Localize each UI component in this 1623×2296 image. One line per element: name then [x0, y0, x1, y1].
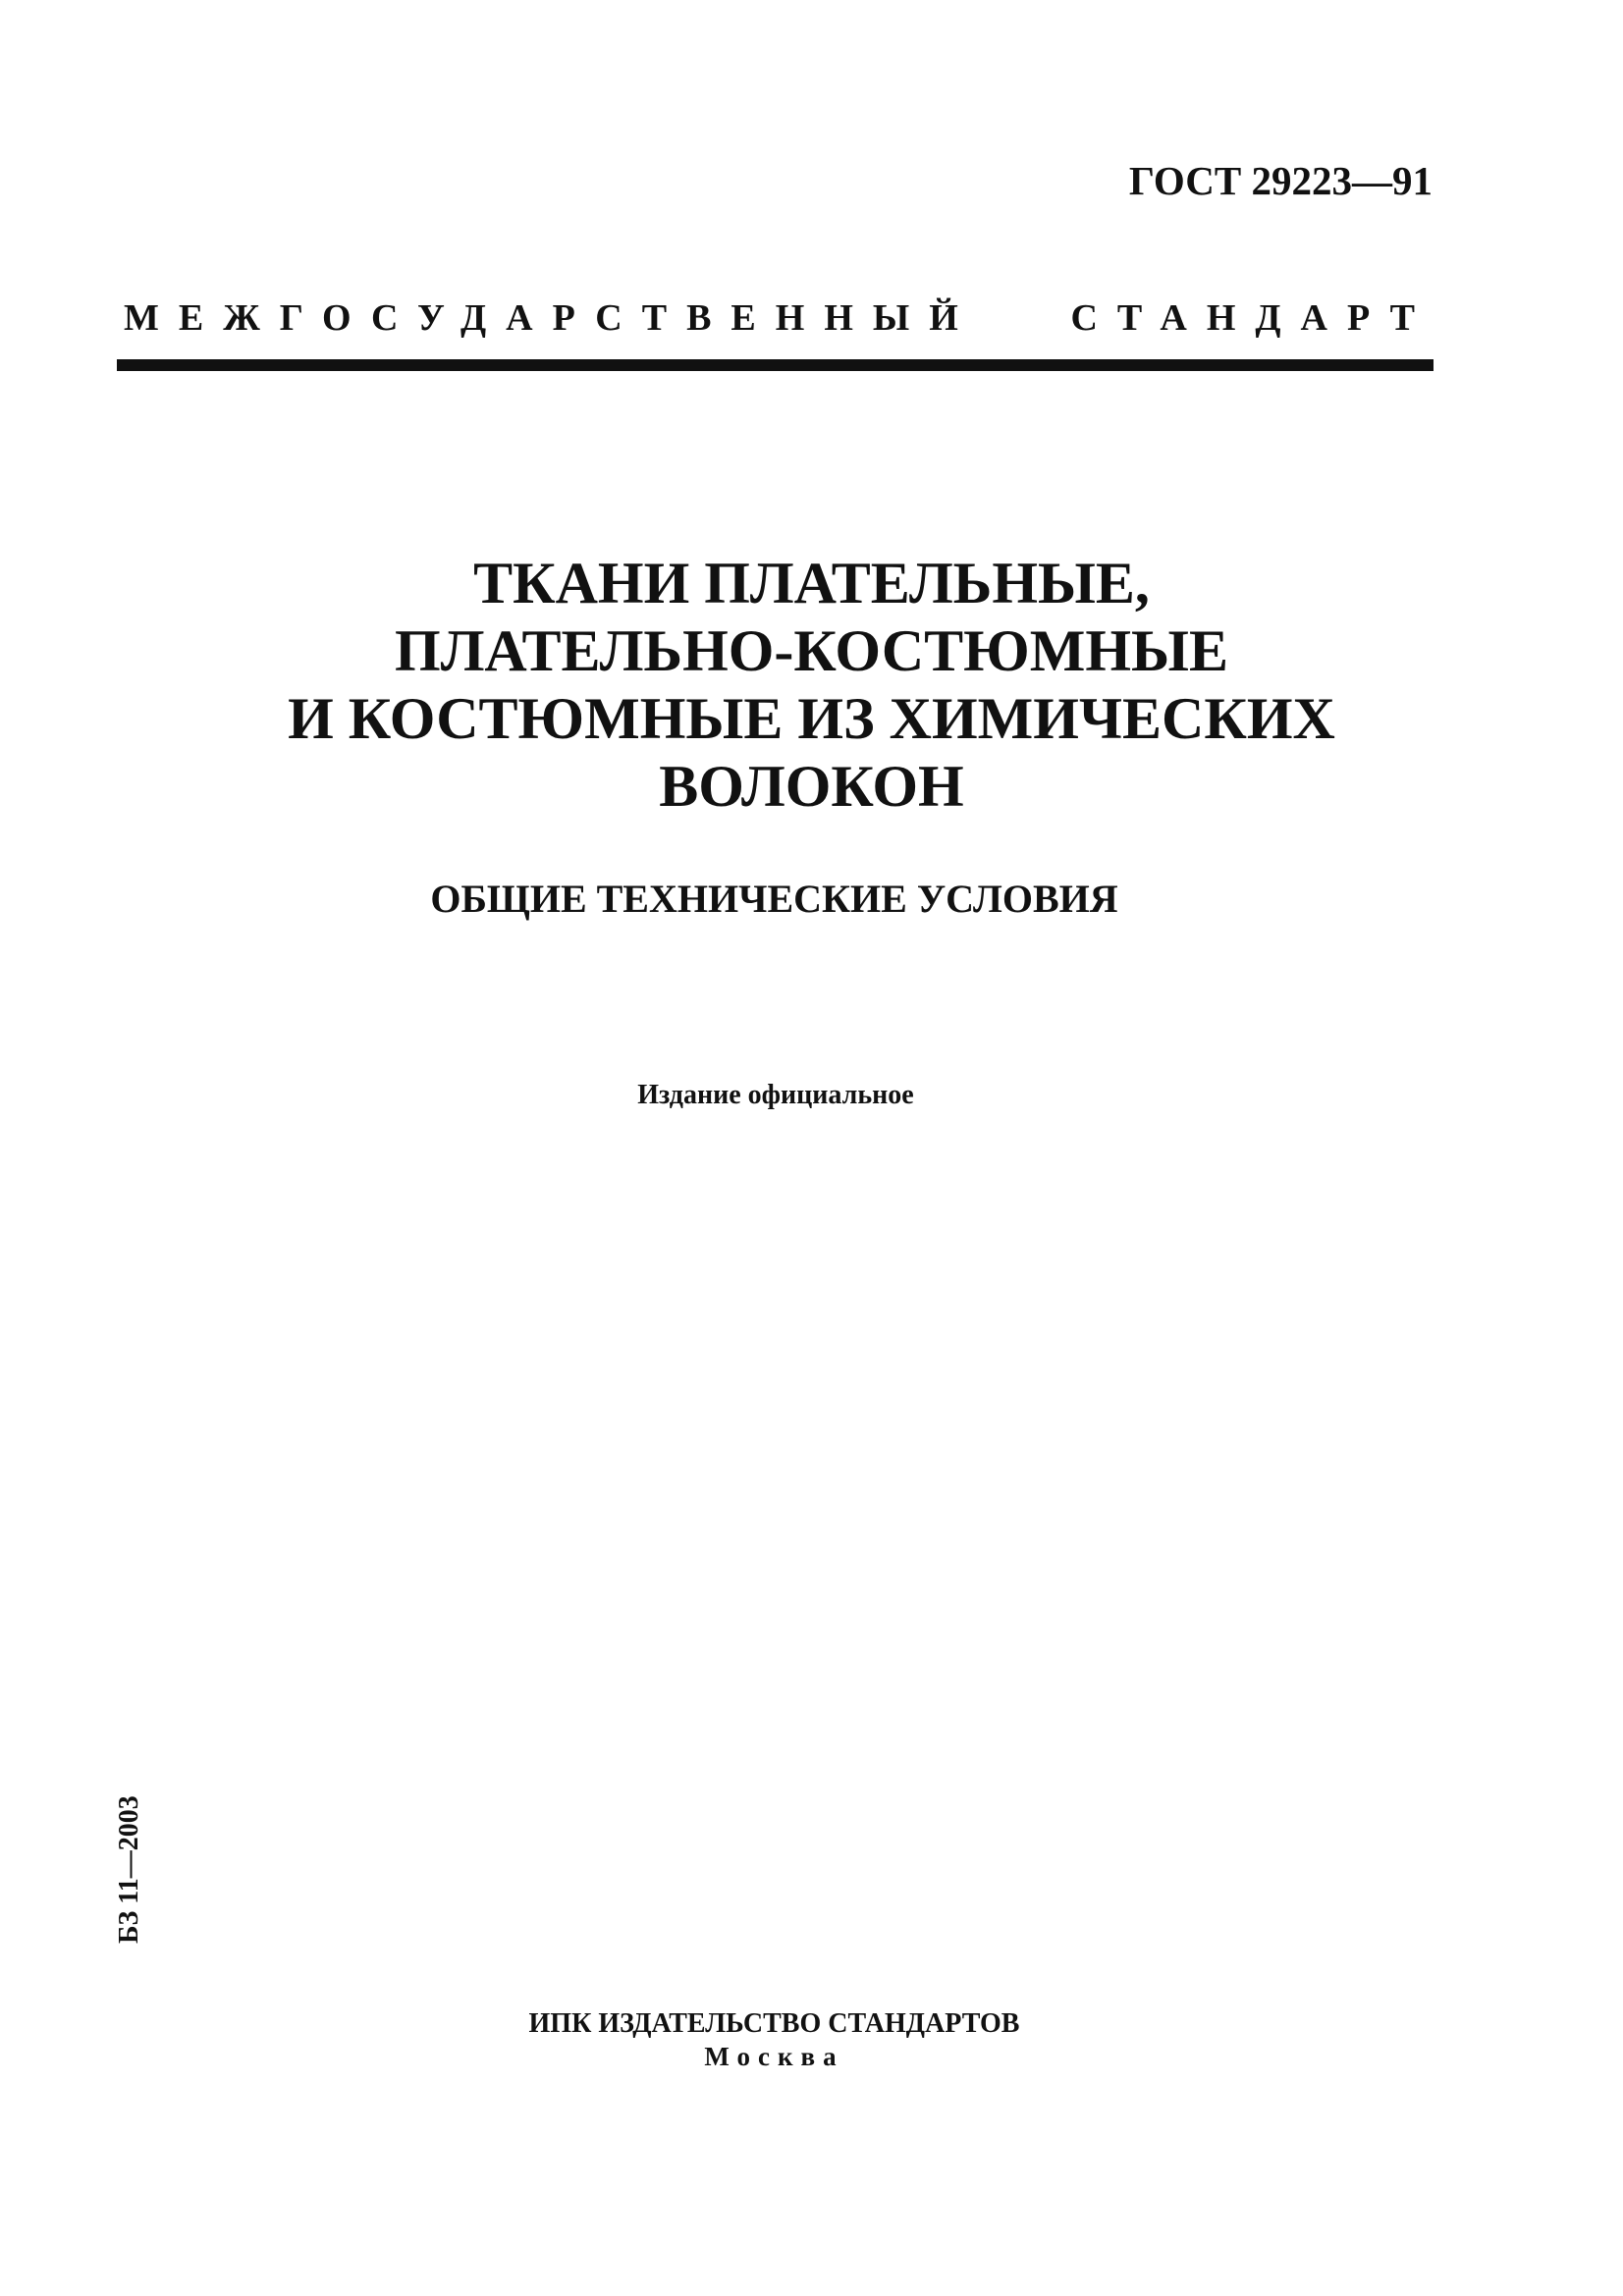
header-rule	[117, 359, 1434, 371]
side-code: БЗ 11—2003	[114, 1795, 144, 1944]
title-line: ПЛАТЕЛЬНО-КОСТЮМНЫЕ	[395, 618, 1228, 683]
document-subtitle: ОБЩИЕ ТЕХНИЧЕСКИЕ УСЛОВИЯ	[430, 877, 1118, 921]
publisher-name: ИПК ИЗДАТЕЛЬСТВО СТАНДАРТОВ	[528, 2008, 1020, 2039]
publisher-city: Москва	[704, 2042, 844, 2071]
standard-type-header: МЕЖГОСУДАРСТВЕННЫЙ СТАНДАРТ	[124, 297, 1434, 339]
title-line: ВОЛОКОН	[659, 754, 964, 819]
title-line: ТКАНИ ПЛАТЕЛЬНЫЕ,	[473, 551, 1150, 615]
title-line: И КОСТЮМНЫЕ ИЗ ХИМИЧЕСКИХ	[288, 686, 1335, 751]
standard-number: ГОСТ 29223—91	[1128, 158, 1433, 203]
edition-note: Издание официальное	[637, 1080, 914, 1110]
document-title	[0, 550, 1623, 821]
